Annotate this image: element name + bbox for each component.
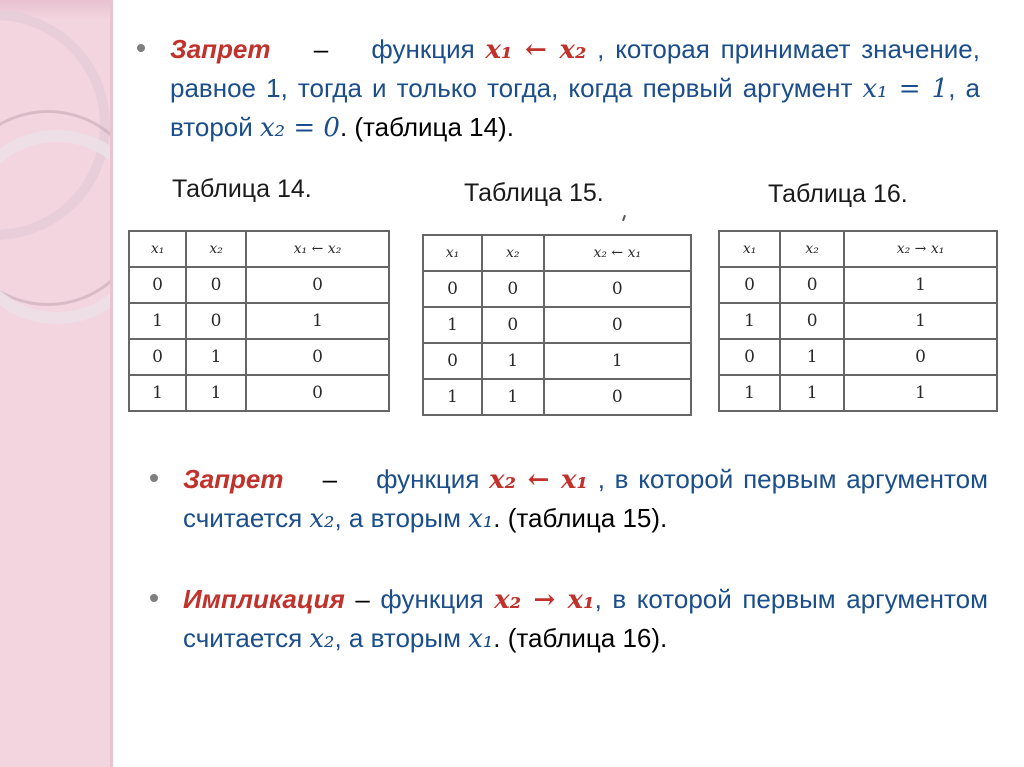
truth-table-15 [422, 234, 692, 416]
truth-table-16 [718, 230, 998, 412]
table-header-row [423, 235, 691, 271]
sidebar-divider [110, 0, 113, 767]
argument-first: x₂ [309, 624, 335, 654]
term-label: Запрет [183, 464, 284, 494]
table-header-row [719, 231, 997, 267]
argument-second: x₁ [468, 504, 494, 534]
header-cell: x₁ [129, 231, 186, 267]
table-cell: 0 [186, 267, 246, 303]
header-cell: x₁ ← x₂ [246, 231, 389, 267]
definition-text: которая принимает значение, равное 1, тогда и только тогда, когда первый аргумент [170, 34, 980, 103]
table-cell: 0 [844, 339, 997, 375]
formula: x₂ → x₁ [494, 585, 595, 615]
table-cell: 0 [482, 271, 544, 307]
definition-text-mid: , а вторым [334, 503, 461, 533]
table-cell: 0 [780, 303, 844, 339]
caption-table-15: Таблица 15. [464, 179, 604, 207]
definition-text-mid: , а второй [170, 73, 980, 142]
definition-text: , в которой первым аргументом считается [183, 464, 988, 533]
definition-zapret-2 [183, 460, 988, 538]
caption-table-16: Таблица 16. [768, 180, 908, 208]
table-cell: 0 [246, 375, 389, 411]
table-cell: 1 [186, 339, 246, 375]
table-cell: 1 [423, 379, 482, 415]
table-header-row [129, 231, 389, 267]
table-row [719, 303, 997, 339]
table-cell: 1 [482, 379, 544, 415]
dash: – [313, 34, 329, 64]
table-row [719, 339, 997, 375]
table-cell: 0 [482, 307, 544, 343]
table-row [129, 375, 389, 411]
dash: – [355, 584, 370, 614]
table-row [423, 271, 691, 307]
table-cell: 0 [719, 267, 780, 303]
condition-x2: x₂ = 0 [260, 113, 340, 143]
table-cell: 0 [544, 271, 691, 307]
table-cell: 0 [423, 271, 482, 307]
definition-end: . (таблица 15). [493, 503, 668, 533]
table-row [423, 307, 691, 343]
definition-implication [183, 580, 988, 658]
table-cell: 1 [129, 303, 186, 339]
bullet-dot [150, 594, 158, 602]
header-cell: x₂ ← x₁ [544, 235, 691, 271]
table-cell: 0 [246, 267, 389, 303]
condition-x1: x₁ = 1 [862, 74, 949, 104]
definition-text-mid: , а вторым [334, 623, 461, 653]
truth-table-14 [128, 230, 390, 412]
definition-end: . (таблица 14). [339, 112, 514, 142]
table-cell: 0 [544, 307, 691, 343]
table-cell: 1 [186, 375, 246, 411]
table-cell: 1 [844, 303, 997, 339]
argument-second: x₁ [468, 624, 494, 654]
bullet-dot [150, 474, 158, 482]
table-cell: 0 [780, 267, 844, 303]
separator: , [597, 34, 605, 64]
table-cell: 1 [719, 303, 780, 339]
definition-text: , в которой первым аргументом считается [183, 584, 988, 653]
header-cell: x₂ → x₁ [844, 231, 997, 267]
table-row [719, 267, 997, 303]
argument-first: x₂ [309, 504, 335, 534]
dash: – [322, 464, 338, 494]
table-cell: 1 [246, 303, 389, 339]
lead-word: функция [371, 34, 475, 64]
table-cell: 1 [780, 375, 844, 411]
table-cell: 0 [246, 339, 389, 375]
formula: x₁ ← x₂ [485, 35, 587, 65]
lead-word: функция [380, 584, 484, 614]
table-cell: 0 [129, 339, 186, 375]
term-label: Импликация [183, 584, 345, 614]
table-row [129, 339, 389, 375]
decorative-sidebar [0, 0, 112, 767]
table-cell: 1 [844, 267, 997, 303]
table-cell: 1 [129, 375, 186, 411]
header-cell: x₂ [482, 235, 544, 271]
table-cell: 1 [844, 375, 997, 411]
table-cell: 1 [544, 343, 691, 379]
table-cell: 0 [423, 343, 482, 379]
caption-table-14: Таблица 14. [172, 175, 312, 203]
table-row [719, 375, 997, 411]
table-row [129, 267, 389, 303]
definition-end: . (таблица 16). [493, 623, 668, 653]
bullet-dot [137, 44, 145, 52]
term-label: Запрет [170, 34, 271, 64]
table-cell: 0 [719, 339, 780, 375]
table-cell: 0 [544, 379, 691, 415]
decorative-ring [0, 130, 112, 324]
header-cell: x₁ [719, 231, 780, 267]
formula: x₂ ← x₁ [489, 465, 588, 495]
table-cell: 1 [482, 343, 544, 379]
table-row [129, 303, 389, 339]
table-cell: 0 [129, 267, 186, 303]
definition-zapret-1 [170, 30, 980, 147]
stray-mark [622, 215, 626, 221]
header-cell: x₁ [423, 235, 482, 271]
table-cell: 1 [719, 375, 780, 411]
table-cell: 1 [423, 307, 482, 343]
header-cell: x₂ [780, 231, 844, 267]
header-cell: x₂ [186, 231, 246, 267]
table-row [423, 379, 691, 415]
lead-word: функция [376, 464, 480, 494]
table-row [423, 343, 691, 379]
table-cell: 0 [186, 303, 246, 339]
table-cell: 1 [780, 339, 844, 375]
